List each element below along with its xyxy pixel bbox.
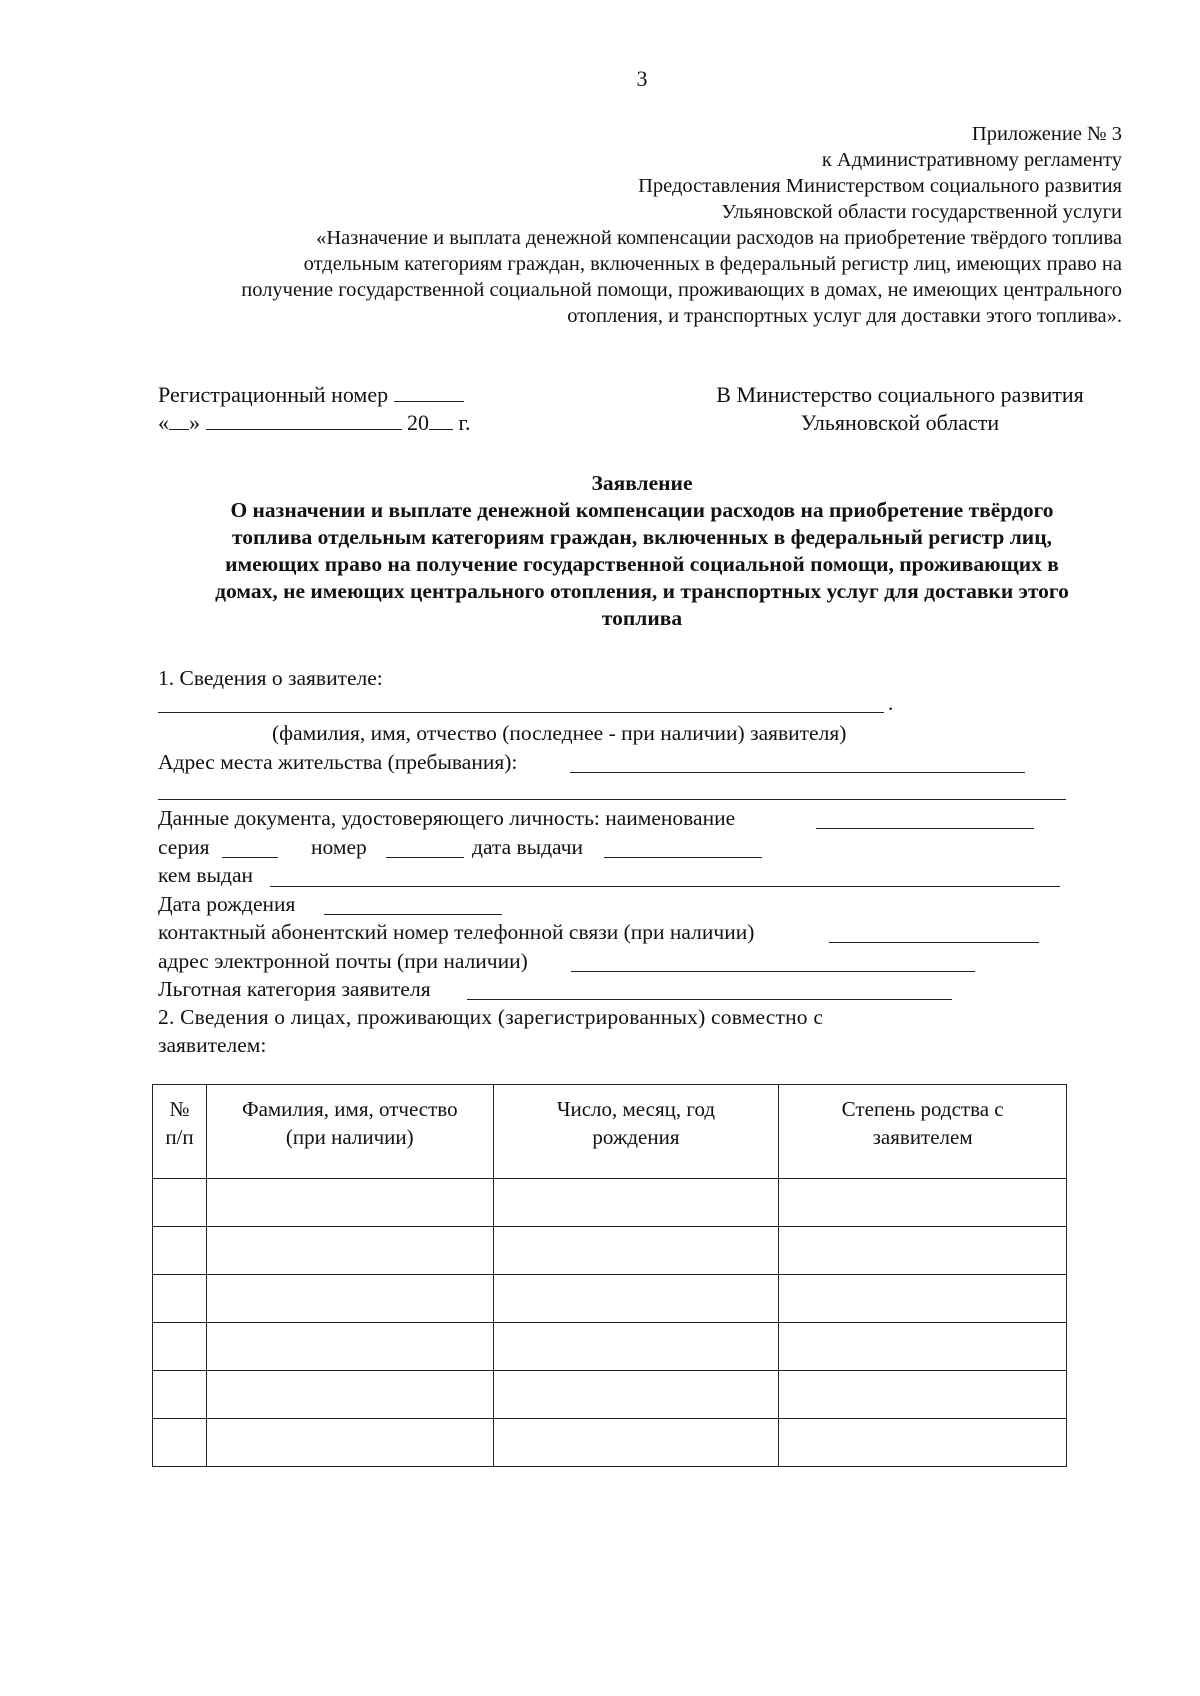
section2-heading-line-2: заявителем: xyxy=(158,1033,267,1057)
address-label: Адрес места жительства (пребывания): xyxy=(158,750,518,774)
table-cell[interactable] xyxy=(779,1227,1067,1275)
table-cell[interactable] xyxy=(779,1179,1067,1227)
appendix-line-4: Ульяновской области государственной услуги xyxy=(721,201,1122,223)
appendix-line-6: отдельным категориям граждан, включенных в федеральный регистр лиц, имеющих право на xyxy=(303,253,1122,275)
col-header-relation-line1: Степень родства с xyxy=(841,1097,1004,1121)
registration-date xyxy=(158,410,471,436)
birth-date-label: Дата рождения xyxy=(158,892,296,916)
date-day-field[interactable] xyxy=(169,428,189,430)
registration-number xyxy=(158,382,464,408)
title-line-2: топлива отдельным категориям граждан, включенных в федеральный регистр лиц, xyxy=(232,525,1052,549)
table-cell[interactable] xyxy=(779,1275,1067,1323)
table-cell[interactable] xyxy=(206,1371,493,1419)
issued-by-field[interactable] xyxy=(270,886,1060,887)
recipient-line-1: В Министерство социального развития xyxy=(716,382,1084,407)
table-row xyxy=(153,1179,1067,1227)
date-month-field[interactable] xyxy=(206,428,402,430)
appendix-line-5: «Назначение и выплата денежной компенсации расходов на приобретение твёрдого топлива xyxy=(316,227,1122,249)
col-header-relation xyxy=(779,1085,1067,1179)
col-header-fio-line1: Фамилия, имя, отчество xyxy=(241,1097,458,1121)
id-doc-name-field[interactable] xyxy=(816,828,1034,829)
fio-dot: . xyxy=(888,691,894,715)
table-cell[interactable] xyxy=(206,1227,493,1275)
issued-by-label: кем выдан xyxy=(158,863,254,887)
table-row xyxy=(153,1227,1067,1275)
address-field-line-2[interactable] xyxy=(158,799,1066,800)
date-year-field[interactable] xyxy=(429,428,453,430)
issue-date-field[interactable] xyxy=(604,857,762,858)
title-line-4: домах, не имеющих центрального отопления, и транспортных услуг для доставки этого xyxy=(215,579,1069,603)
category-field[interactable] xyxy=(467,999,952,1000)
appendix-line-3: Предоставления Министерством социального развития xyxy=(638,175,1122,197)
document-heading: Заявление xyxy=(591,471,693,495)
col-header-relation-line2: заявителем xyxy=(872,1125,973,1149)
section2-heading-line-1: 2. Сведения о лицах, проживающих (зарегистрированных) совместно с xyxy=(158,1005,824,1029)
col-header-fio xyxy=(206,1085,493,1179)
table-row xyxy=(153,1323,1067,1371)
fio-caption: (фамилия, имя, отчество (последнее - при наличии) заявителя) xyxy=(272,721,847,745)
title-line-3: имеющих право на получение государственной социальной помощи, проживающих в xyxy=(225,552,1059,576)
title-line-5: топлива xyxy=(601,606,683,630)
phone-label: контактный абонентский номер телефонной связи (при наличии) xyxy=(158,920,755,944)
table-cell[interactable] xyxy=(493,1419,779,1467)
col-header-number-line1: № xyxy=(169,1097,190,1121)
table-cell[interactable] xyxy=(153,1419,207,1467)
appendix-line-8: отопления, и транспортных услуг для доставки этого топлива». xyxy=(567,305,1122,327)
table-cell[interactable] xyxy=(153,1227,207,1275)
date-open-quote: « xyxy=(158,410,169,435)
section1-heading: 1. Сведения о заявителе: xyxy=(158,666,383,690)
table-cell[interactable] xyxy=(493,1179,779,1227)
category-label: Льготная категория заявителя xyxy=(158,977,431,1001)
table-cell[interactable] xyxy=(206,1179,493,1227)
address-field[interactable] xyxy=(570,772,1025,773)
date-close-quote: » xyxy=(189,410,200,435)
table-cell[interactable] xyxy=(493,1371,779,1419)
year-prefix: 20 xyxy=(407,410,429,435)
birth-date-field[interactable] xyxy=(324,914,502,915)
page-number: 3 xyxy=(636,66,648,91)
table-cell[interactable] xyxy=(206,1323,493,1371)
email-label: адрес электронной почты (при наличии) xyxy=(158,949,528,973)
table-cell[interactable] xyxy=(493,1323,779,1371)
issue-date-label: дата выдачи xyxy=(472,835,584,859)
number-field[interactable] xyxy=(386,857,464,858)
year-suffix: г. xyxy=(458,410,471,435)
col-header-number xyxy=(153,1085,207,1179)
table-cell[interactable] xyxy=(779,1419,1067,1467)
registration-number-label: Регистрационный номер xyxy=(158,382,389,407)
table-cell[interactable] xyxy=(493,1275,779,1323)
email-field[interactable] xyxy=(571,971,975,972)
table-row xyxy=(153,1275,1067,1323)
cohabitants-table xyxy=(152,1084,1067,1467)
id-doc-label: Данные документа, удостоверяющего личность: наименование xyxy=(158,806,736,830)
table-cell[interactable] xyxy=(206,1275,493,1323)
series-label: серия xyxy=(158,835,210,859)
col-header-fio-line2: (при наличии) xyxy=(285,1125,414,1149)
phone-field[interactable] xyxy=(829,942,1039,943)
col-header-birth-date-line1: Число, месяц, год xyxy=(556,1097,716,1121)
table-cell[interactable] xyxy=(153,1323,207,1371)
recipient-line-2: Ульяновской области xyxy=(800,410,1000,435)
fio-field[interactable] xyxy=(158,712,884,713)
series-field[interactable] xyxy=(222,857,278,858)
appendix-line-2: к Административному регламенту xyxy=(821,149,1122,171)
number-label: номер xyxy=(311,835,367,859)
col-header-birth-date-line2: рождения xyxy=(592,1125,680,1149)
table-header-row xyxy=(153,1085,1067,1179)
col-header-number-line2: п/п xyxy=(165,1125,194,1149)
table-row xyxy=(153,1419,1067,1467)
appendix-line-7: получение государственной социальной помощи, проживающих в домах, не имеющих центрального xyxy=(241,279,1122,301)
col-header-birth-date xyxy=(493,1085,779,1179)
table-cell[interactable] xyxy=(779,1371,1067,1419)
table-cell[interactable] xyxy=(493,1227,779,1275)
table-cell[interactable] xyxy=(153,1179,207,1227)
table-cell[interactable] xyxy=(153,1371,207,1419)
registration-number-field[interactable] xyxy=(394,400,464,402)
table-cell[interactable] xyxy=(206,1419,493,1467)
title-line-1: О назначении и выплате денежной компенсации расходов на приобретение твёрдого xyxy=(230,498,1054,522)
table-cell[interactable] xyxy=(779,1323,1067,1371)
table-cell[interactable] xyxy=(153,1275,207,1323)
appendix-line-1: Приложение № 3 xyxy=(971,123,1122,145)
table-row xyxy=(153,1371,1067,1419)
